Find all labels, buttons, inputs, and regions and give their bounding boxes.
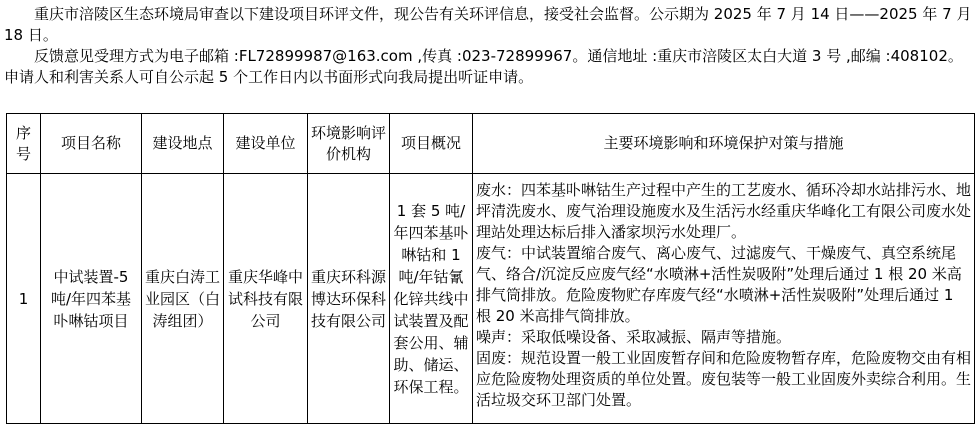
header-location: 建设地点: [142, 114, 224, 174]
header-measures: 主要环境影响和环境保护对策与措施: [473, 114, 975, 174]
header-builder: 建设单位: [224, 114, 308, 174]
header-row: [7, 114, 975, 174]
cell-location: 重庆白涛工业园区（白涛组团）: [142, 174, 224, 424]
header-overview: 项目概况: [390, 114, 473, 174]
cell-measures: [473, 174, 975, 424]
cell-project-name: 中试装置-5 吨/年四苯基卟啉钴项目: [41, 174, 142, 424]
header-project-name: 项目名称: [41, 114, 142, 174]
notice-intro: [4, 4, 974, 88]
header-seq: 序号: [7, 114, 41, 174]
header-eia-agency: 环境影响评价机构: [308, 114, 390, 174]
measure-noise: 噪声：采取低噪设备、采取减振、隔声等措施。: [476, 328, 792, 346]
measure-wastewater: 废水：四苯基卟啉钴生产过程中产生的工艺废水、循环冷却水站排污水、地坪清洗废水、废气治理设施废水及生活污水经重庆华峰化工有限公司废水处理站处理达标后排入潘家坝污水处理厂。: [476, 181, 972, 241]
table-row: [7, 174, 975, 424]
project-table: [6, 113, 975, 424]
project-table-header: [7, 114, 975, 174]
project-table-body: [7, 174, 975, 424]
cell-eia-agency: 重庆环科源博达环保科技有限公司: [308, 174, 390, 424]
cell-seq: 1: [7, 174, 41, 424]
cell-builder: 重庆华峰中试科技有限公司: [224, 174, 308, 424]
measure-solid-waste: 固废：规范设置一般工业固废暂存间和危险废物暂存库，危险废物交由有相应危险废物处理资质的单位处置。废包装等一般工业固废外卖综合利用。生活垃圾交环卫部门处置。: [476, 349, 972, 409]
notice-paragraph-publicity-period: 重庆市涪陵区生态环境局审查以下建设项目环评文件，现公告有关环评信息，接受社会监督。公示期为 2025 年 7 月 14 日——2025 年 7 月 18 日。: [4, 5, 972, 44]
measure-exhaust-gas: 废气：中试装置缩合废气、离心废气、过滤废气、干燥废气、真空系统尾气、络合/沉淀反应废气经“水喷淋+活性炭吸附”处理后通过 1 根 20 米高排气筒排放。危险废物贮存库废气经“水喷淋+活性炭吸附”处理后通过 1 根 20 米高排气筒排放。: [476, 244, 962, 325]
notice-paragraph-feedback: 反馈意见受理方式为电子邮箱 :FL72899987@163.com ,传真 :023-72899967。通信地址 :重庆市涪陵区太白大道 3 号 ,邮编 :408102。申请人和利害关系人可自公示起 5 个工作日内以书面形式向我局提出听证申请。: [4, 47, 963, 86]
cell-overview: 1 套 5 吨/年四苯基卟啉钴和 1 吨/年钴氰化锌共线中试装置及配套公用、辅助、储运、环保工程。: [390, 174, 473, 424]
